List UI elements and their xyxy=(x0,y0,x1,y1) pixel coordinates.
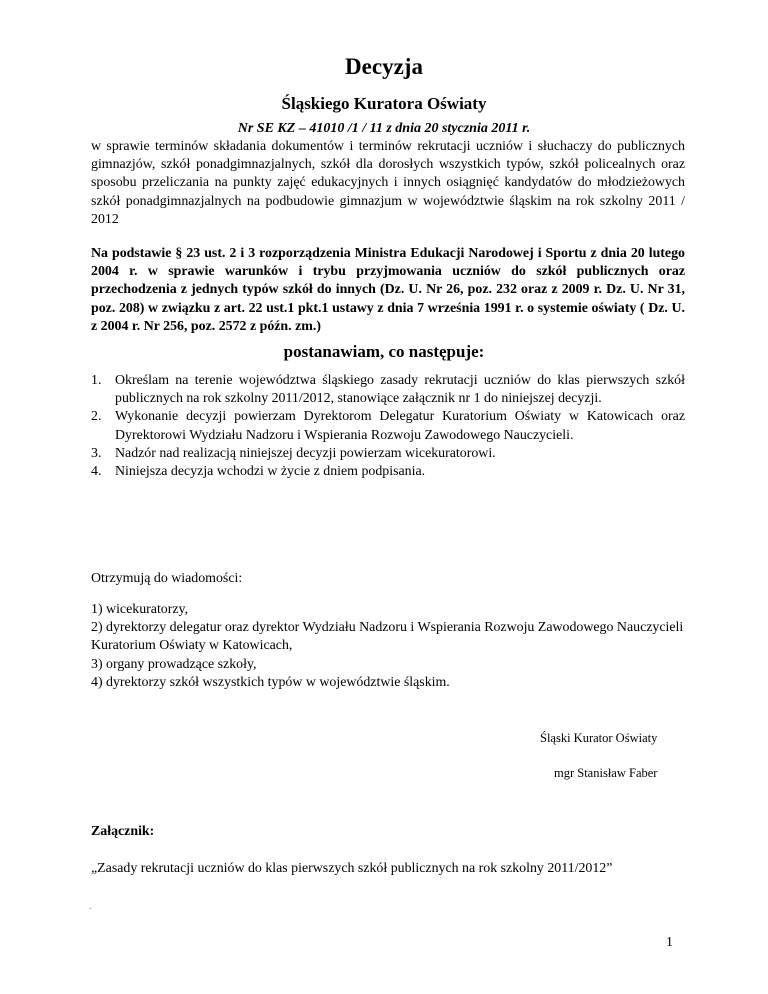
signature-role: Śląski Kurator Oświaty xyxy=(540,731,658,745)
list-item-text: Określam na terenie województwa śląskiego zasady rekrutacji uczniów do klas pierwszych szkół publicznych na rok szkolny 2011/2012, stanowiące załącznik nr 1 do niniejszej decyzji. xyxy=(115,373,685,407)
list-item xyxy=(91,372,685,408)
signature-name: mgr Stanisław Faber xyxy=(554,766,658,780)
page-number: 1 xyxy=(666,935,673,950)
recipient-item: 3) organy prowadzące szkoły, xyxy=(91,656,257,672)
decision-number: Nr SE KZ – 41010 /1 / 11 z dnia 20 stycznia 2011 r. xyxy=(237,121,531,136)
list-item-number: 3. xyxy=(91,445,102,461)
list-item xyxy=(91,408,685,444)
resolution-heading: postanawiam, co następuje: xyxy=(283,342,485,361)
list-item-text: Niniejsza decyzja wchodzi w życie z dniem podpisania. xyxy=(115,464,426,480)
issuer-heading: Śląskiego Kuratora Oświaty xyxy=(281,94,487,113)
list-item-number: 4. xyxy=(91,464,102,480)
list-item xyxy=(91,445,685,463)
recipient-item: 4) dyrektorzy szkół wszystkich typów w województwie śląskim. xyxy=(91,674,450,690)
decision-list xyxy=(91,372,685,481)
list-item-number: 1. xyxy=(91,373,102,388)
list-item-text: Nadzór nad realizacją niniejszej decyzji powierzam wicekuratorowi. xyxy=(115,445,496,461)
recipients-heading: Otrzymują do wiadomości: xyxy=(91,571,243,586)
attachment-text: „Zasady rekrutacji uczniów do klas pierwszych szkół publicznych na rok szkolny 2011/2012” xyxy=(91,861,613,876)
list-item-text: Wykonanie decyzji powierzam Dyrektorom Delegatur Kuratorium Oświaty w Katowicach oraz Dyrektorowi Wydziału Nadzoru i Wspierania Rozwoju Zawodowego Nauczycieli. xyxy=(115,409,685,443)
list-item xyxy=(91,463,685,481)
attachment-heading: Załącznik: xyxy=(91,824,155,839)
stray-mark: . xyxy=(89,901,92,912)
recipients-list xyxy=(91,601,685,692)
recipient-item: 1) wicekuratorzy, xyxy=(91,602,189,617)
document-title: Decyzja xyxy=(345,54,423,79)
legal-basis: Na podstawie § 23 ust. 2 i 3 rozporządzenia Ministra Edukacji Narodowej i Sportu z dnia 20 lutego 2004 r. w sprawie warunków i trybu przyjmowania uczniów do szkół publicznych oraz przechodzenia z jednych typów szkół do innych (Dz. U. Nr 26, poz. 232 oraz z 2009 r. Dz. U. Nr 31, poz. 208) w związku z art. 22 ust.1 pkt.1 ustawy z dnia 7 września 1991 r. o systemie oświaty ( Dz. U. z 2004 r. Nr 256, poz. 2572 z późn. zm.) xyxy=(91,246,685,334)
recipient-item: 2) dyrektorzy delegatur oraz dyrektor Wydziału Nadzoru i Wspierania Rozwoju Zawodowego Nauczycieli Kuratorium Oświaty w Katowicach, xyxy=(91,620,684,654)
decision-subject: w sprawie terminów składania dokumentów i terminów rekrutacji uczniów i słuchaczy do publicznych gimnazjów, szkół ponadgimnazjalnych, szkół dla dorosłych wszystkich typów, szkół policealnych oraz sposobu przeliczania na punkty zajęć edukacyjnych i innych osiągnięć kandydatów do młodzieżowych szkół ponadgimnazjalnych na podbudowie gimnazjum w województwie śląskim na rok szkolny 2011 / 2012 xyxy=(91,139,685,227)
list-item-number: 2. xyxy=(91,409,102,425)
